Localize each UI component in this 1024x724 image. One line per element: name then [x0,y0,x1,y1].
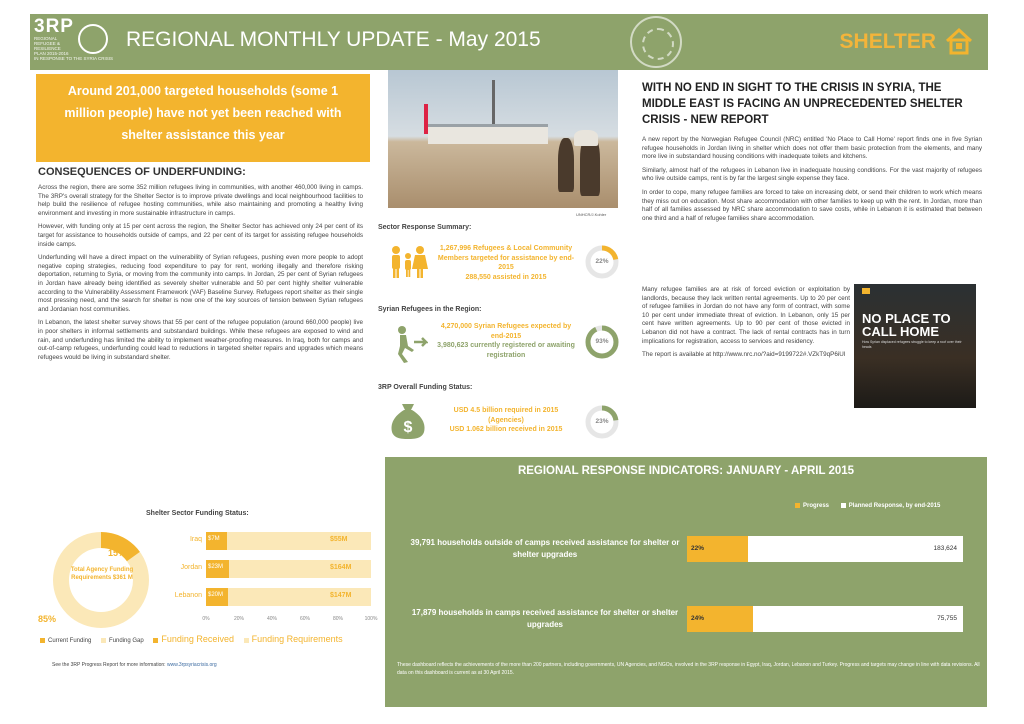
logo-subtext: REGIONAL REFUGEE & RESILIENCE PLAN 2015-2016 IN RESPONSE TO THE SYRIA CRISIS [34,36,114,61]
funding-donut [38,530,164,630]
axis-tick: 80% [332,616,344,622]
bar-received-label: $7M [208,536,220,542]
legend-swatch-requirements [244,638,249,643]
bar-country-label: Iraq [189,536,202,543]
logo-emblem-icon [78,24,108,54]
axis-tick: 20% [233,616,245,622]
bar-row-iraq [170,532,380,550]
indicators-panel [385,457,987,707]
bar-axis [202,616,378,626]
bar-required-label: $164M [330,564,352,571]
indicators-footnote: These dashboard reflects the achievements of the more than 200 partners, including governments, UN Agencies, and NGOs, involved in the 3RP response in Egypt, Iraq, Jordan, Lebanon and Turkey. Progress and targets may change in line with data revisions. All data on this dashboard is current as at 30 April 2015. [397,662,980,676]
donut-center-label: Total Agency Funding Requirements $361 M [70,567,134,581]
report-text [642,136,982,228]
legend-progress: Progress [803,503,830,510]
overall-funding-label: 3RP Overall Funding Status: [378,384,473,391]
indicator-target: 183,624 [933,545,957,552]
legend-gap: Funding Gap [109,638,144,644]
refugees-expected: 4,270,000 Syrian Refugees expected by end-2015 [440,323,572,340]
photo-person [558,138,574,192]
indicator-pct: 24% [691,615,705,622]
header-emblem-icon [630,16,682,68]
legend-current: Current Funding [48,638,92,644]
funding-ring-label: 23% [595,418,609,425]
page-title: REGIONAL MONTHLY UPDATE - May 2015 [126,28,541,51]
refugees-registered: 3,980,623 currently registered or awaiting registration [437,342,575,359]
indicator-bar [687,536,963,562]
legend-requirements: Funding Requirements [251,634,343,644]
legend-swatch-received [153,638,158,643]
legend-swatch-current [40,638,45,643]
bar-row-lebanon [170,588,380,606]
sector-summary-stat [436,244,576,282]
report-heading: WITH NO END IN SIGHT TO THE CRISIS IN SYRIA, THE MIDDLE EAST IS FACING AN UNPRECEDENTED SHELTER CRISIS - NEW REPORT [642,82,963,126]
sector-ring-label: 22% [595,258,609,265]
donut-gap-pct: 85% [38,614,57,624]
paragraph: Underfunding will have a direct impact on the vulnerability of Syrian refugees, pushing even more people to adopt negative coping strategies, reducing food expenditure to pay for rent, working illegally and therefore risking deportation, returning to Syria, or moving from the community into camps. In Jordan, 25 per cent of Syrian refugees in Jordan have already being identified as severely shelter vulnerable and 50 per cent highly shelter vulnerable according to the Vulnerability Assessment Framework (VAF) Baseline Survey. Refugees report shelter as their single most pressing need, and the search for shelter is now one of the key sources of tension between Syrian refugees and Jordanian host communities. [38,254,363,313]
bar-country-label: Jordan [180,564,202,571]
logo-text: 3RP [34,16,74,37]
bar-country-label: Lebanon [174,592,202,599]
axis-tick: 60% [299,616,311,622]
see-also-link[interactable]: www.3rpsyriacrisis.org [166,662,217,668]
3rp-logo [34,18,114,66]
nrc-logo [862,288,870,294]
report-text-side [642,286,850,360]
see-also-note [52,662,217,668]
bar-received-label: $20M [208,592,224,598]
photo-credit: UNHCR/J.Kohler [576,212,607,217]
cover-subtitle: How Syrian displaced refugees struggle to keep a roof over their heads [862,340,962,349]
funding-legend [40,634,343,644]
house-icon [944,26,974,56]
svg-text:$: $ [403,419,413,436]
axis-tick: 0% [202,616,210,622]
bar-received-label: $23M [208,564,224,570]
paragraph: However, with funding only at 15 per cent across the region, the Shelter Sector has achieved only 24 per cent of its target for assistance to households outside of camps, and 22 per cent of its target for assisting refugee households inside camps. [38,223,363,248]
indicator-target: 75,755 [937,615,957,622]
consequences-text [38,184,363,367]
paragraph: In Lebanon, the latest shelter survey shows that 55 per cent of the refugee population (around 660,000 people) live in poor shelters in informal settlements and substandard buildings. While these refugees are exposed to wind and rain, and underfunding has limited the ability to implement weather-proofing measures. In Iraq, both for camps and out-of-camp refugees, underfunding could lead to reductions in targeted shelter repairs and upgrades which means refugees would be living in substandard shelter. [38,319,363,361]
funding-required: USD 4.5 billion required in 2015 (Agencies) [453,407,559,424]
funding-received: USD 1.062 billion received in 2015 [449,426,563,433]
report-cover-image [854,284,976,408]
paragraph: In order to cope, many refugee families are forced to take on increasing debt, or send their children to work which means they miss out on education. Most share accommodation with other families to keep up with the rent. In Jordan, more than half of all families assessed by NRC share accommodation to save costs, while in Lebanon it is estimated that between one third and a half of refugee families share accommodation. [642,188,982,222]
sector-name: SHELTER [839,30,936,53]
indicator-bar [687,606,963,632]
paragraph: Many refugee families are at risk of forced eviction or exploitation by landlords, because they lack written rental agreements. Up to 20 per cent of refugee families in Jordan do not have any form of contract, with some 10 per cent under immediate threat of eviction. In Lebanon, only 15 per cent have written agreements. Up to 90 per cent of those evicted in Lebanon did not have a contract. The lack of rental contracts has in turn implications for registration, access to services and residency. [642,286,850,345]
refugees-label: Syrian Refugees in the Region: [378,306,482,313]
axis-tick: 100% [364,616,378,622]
family-icon [388,242,428,282]
paragraph: Similarly, almost half of the refugees in Lebanon live in inadequate housing conditions. For the vast majority of refugees who live outside camps, rent is by far the largest single expense they face. [642,166,982,183]
indicators-legend [785,503,940,509]
refugees-stat [436,322,576,360]
report-link[interactable]: The report is available at http://www.nrc.no/?aid=9199722#.VZkT9qP6iUl [642,351,846,359]
sector-assisted: 288,550 assisted in 2015 [465,273,547,281]
legend-swatch-progress [795,503,800,508]
see-also-text: See the 3RP Progress Report for more information: [52,662,167,668]
money-bag-icon [388,400,428,440]
overall-funding-stat [436,406,576,435]
walking-refugee-icon [388,324,428,364]
funding-bar-chart [170,528,380,624]
refugees-ring-label: 93% [595,338,609,345]
axis-tick: 40% [266,616,278,622]
photo-tower [492,80,495,126]
bar-required-label: $147M [330,592,352,599]
key-message-callout: Around 201,000 targeted households (some 1 million people) have not yet been reached with shelter assistance this year [36,74,370,162]
legend-swatch-planned [841,503,846,508]
indicators-title: REGIONAL RESPONSE INDICATORS: JANUARY - APRIL 2015 [517,465,855,477]
indicator-pct: 22% [691,545,705,552]
paragraph: Across the region, there are some 352 million refugees living in communities, with another 460,000 living in camps. The 3RP's overall strategy for the Shelter Sector is to improve private dwellings and local neighbourhood facilities to help build the resilience of refugee hosting communities, while also maintaining and promoting a healthy living environment and investing in more sustainable infrastructure in camps. [38,184,363,217]
cover-title: NO PLACE TO CALL HOME [862,311,951,339]
indicator-label: 39,791 households outside of camps received assistance for shelter or shelter upgrades [410,538,680,559]
funding-chart-title: Shelter Sector Funding Status: [146,510,249,517]
camp-photo [388,70,618,208]
page-header [30,14,988,70]
paragraph: A new report by the Norwegian Refugee Council (NRC) entitled 'No Place to Call Home' report finds one in five Syrian refugee households in Jordan living in shelter which does not offer them basic protection from the elements, and many more live in substandard housing conditions with inadequate toilets and kitchens. [642,136,982,161]
legend-swatch-gap [101,638,106,643]
bar-row-jordan [170,560,380,578]
photo-bundle [574,130,598,146]
photo-building [428,124,548,144]
sector-summary-label: Sector Response Summary: [378,224,472,231]
indicator-label: 17,879 households in camps received assistance for shelter or shelter upgrades [411,608,679,629]
donut-current-pct: 15% [108,548,127,558]
sector-targeted: 1,267,996 Refugees & Local Community Members targeted for assistance by end-2015 [437,245,575,271]
bar-required-label: $55M [330,536,348,543]
consequences-heading: CONSEQUENCES OF UNDERFUNDING: [38,166,246,178]
legend-planned: Planned Response, by end-2015 [848,503,941,510]
legend-received: Funding Received [161,634,234,644]
